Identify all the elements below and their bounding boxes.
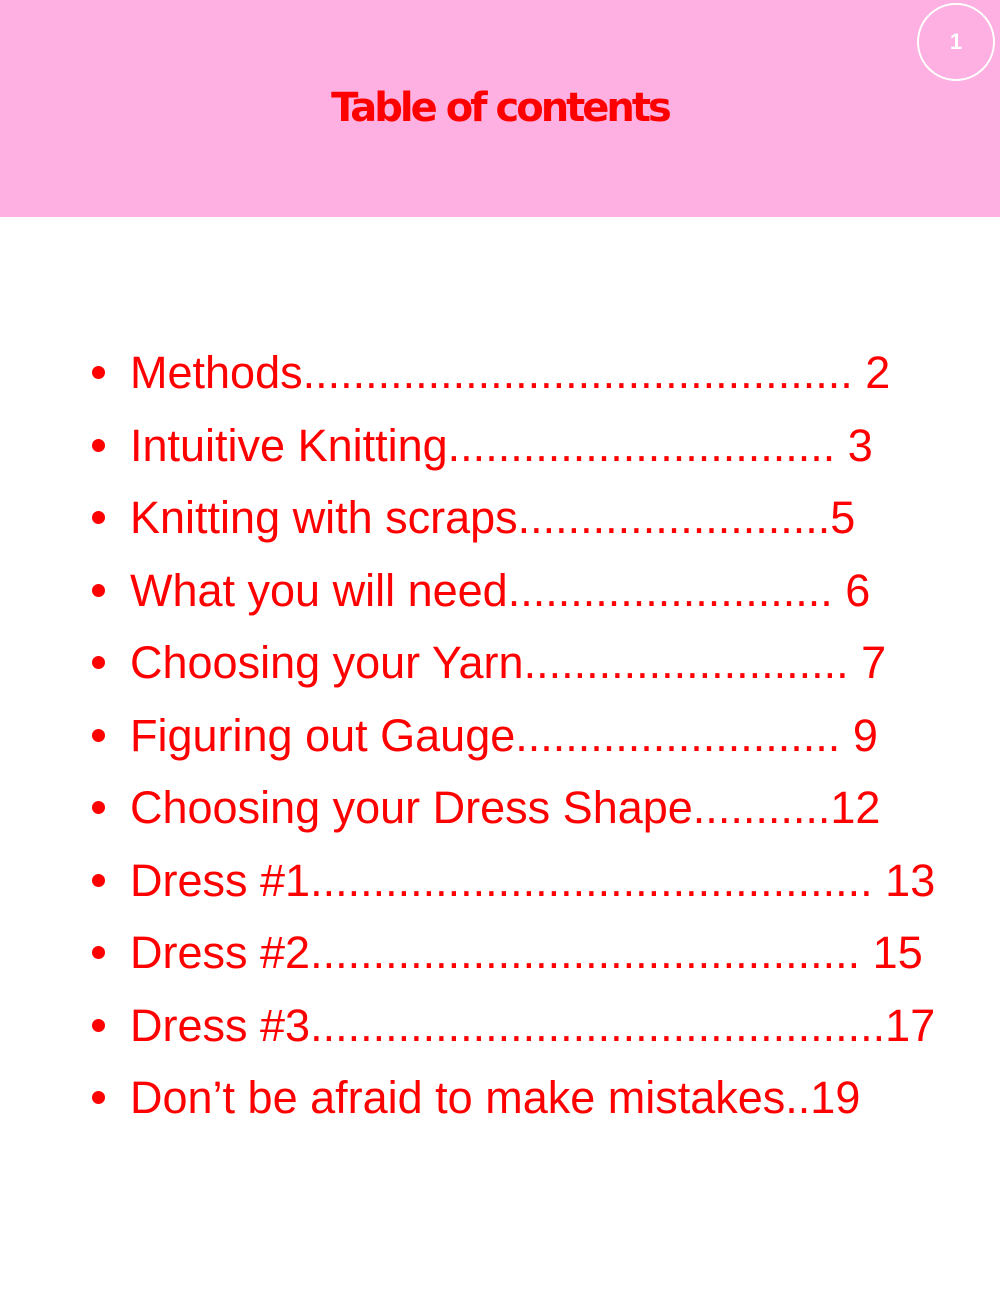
toc-item-dont-be-afraid[interactable] [0, 1062, 1000, 1135]
toc-item-label: Dress #3..............................................17 [130, 999, 936, 1051]
toc-item-dress-1[interactable] [0, 845, 1000, 918]
toc-item-choosing-your-yarn[interactable] [0, 627, 1000, 700]
table-of-contents-list [0, 337, 1000, 1135]
bullet-icon [92, 946, 105, 959]
toc-item-intuitive-knitting[interactable] [0, 410, 1000, 483]
toc-item-label: Don’t be afraid to make mistakes..19 [130, 1072, 861, 1123]
toc-item-label: What you will need.......................... 6 [130, 564, 871, 616]
toc-item-label: Choosing your Yarn.......................... 7 [130, 637, 887, 688]
bullet-icon [92, 1091, 105, 1104]
toc-item-choosing-your-dress-shape[interactable] [0, 772, 1000, 845]
bullet-icon [92, 511, 105, 524]
toc-item-label: Dress #2............................................ 15 [130, 927, 923, 978]
toc-item-what-you-will-need[interactable] [0, 555, 1000, 628]
toc-item-figuring-out-gauge[interactable] [0, 700, 1000, 773]
toc-item-label: Methods............................................ 2 [130, 347, 891, 398]
toc-item-methods[interactable] [0, 337, 1000, 410]
toc-item-label: Choosing your Dress Shape...........12 [130, 782, 881, 833]
bullet-icon [92, 656, 105, 669]
page-title: Table of contents [331, 85, 669, 131]
bullet-icon [92, 366, 105, 379]
toc-item-knitting-with-scraps[interactable] [0, 482, 1000, 555]
toc-item-dress-3[interactable] [0, 990, 1000, 1063]
bullet-icon [92, 1019, 105, 1032]
bullet-icon [92, 729, 105, 742]
header-band [0, 0, 1000, 217]
bullet-icon [92, 874, 105, 887]
page-number-badge: 1 [917, 3, 995, 81]
toc-item-label: Dress #1............................................. 13 [130, 854, 936, 906]
bullet-icon [92, 439, 105, 452]
toc-item-label: Intuitive Knitting............................... 3 [130, 419, 873, 471]
toc-item-dress-2[interactable] [0, 917, 1000, 990]
bullet-icon [92, 584, 105, 597]
bullet-icon [92, 801, 105, 814]
toc-item-label: Figuring out Gauge.......................... 9 [130, 709, 878, 761]
toc-item-label: Knitting with scraps.........................5 [130, 492, 856, 543]
